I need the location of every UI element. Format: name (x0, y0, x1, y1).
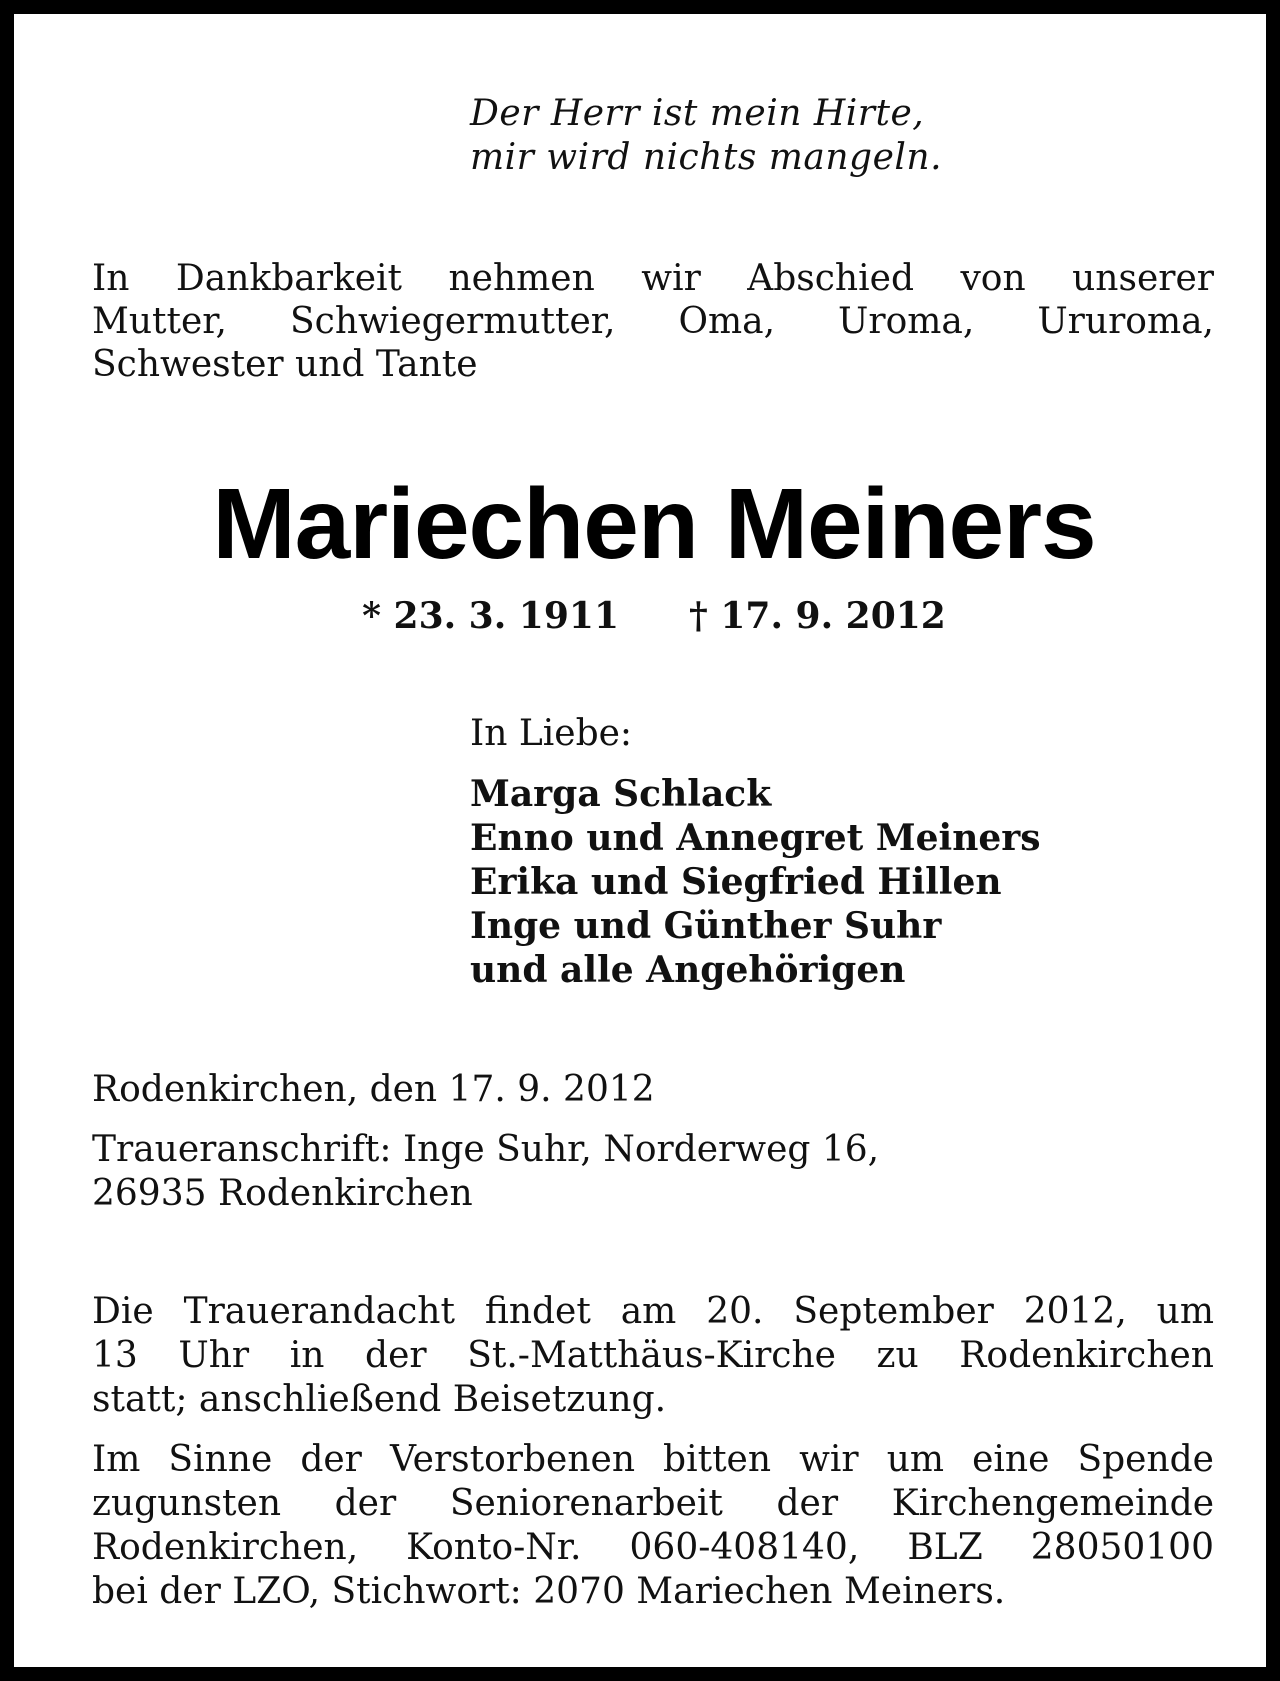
verse-line: Der Herr ist mein Hirte, (470, 93, 925, 134)
mourner-name: und alle Angehörigen (470, 949, 906, 991)
service-line: statt; anschließend Beisetzung. (92, 1379, 667, 1420)
address-line: Traueranschrift: Inge Suhr, Norderweg 16, (92, 1129, 880, 1170)
mourner-name: Marga Schlack (470, 773, 772, 815)
intro-text (92, 257, 1214, 386)
intro-line: Schwester und Tante (92, 344, 478, 385)
life-dates (14, 594, 1280, 638)
mourner-name: Erika und Siegfried Hillen (470, 861, 1002, 903)
mourners-list (470, 772, 1041, 992)
service-info (92, 1290, 1214, 1422)
donation-line: zugunsten der Seniorenarbeit der Kirchengemeinde (92, 1483, 1214, 1524)
intro-line: In Dankbarkeit nehmen wir Abschied von unserer (92, 258, 1214, 299)
place-date: Rodenkirchen, den 17. 9. 2012 (92, 1069, 655, 1110)
death-date: † 17. 9. 2012 (689, 595, 946, 637)
service-line: 13 Uhr in der St.-Matthäus-Kirche zu Rodenkirchen (92, 1335, 1214, 1376)
donation-info (92, 1438, 1214, 1614)
mourners-heading: In Liebe: (470, 713, 633, 754)
donation-line: Rodenkirchen, Konto-Nr. 060-408140, BLZ 28050100 (92, 1527, 1214, 1568)
service-line: Die Trauerandacht findet am 20. September 2012, um (92, 1291, 1214, 1332)
donation-line: Im Sinne der Verstorbenen bitten wir um eine Spende (92, 1439, 1214, 1480)
mourning-address (92, 1128, 879, 1216)
donation-line: bei der LZO, Stichwort: 2070 Mariechen Meiners. (92, 1571, 1006, 1612)
deceased-name: Mariechen Meiners (212, 468, 1096, 580)
birth-date: * 23. 3. 1911 (362, 595, 619, 637)
mourner-name: Inge und Günther Suhr (470, 905, 942, 947)
address-line: 26935 Rodenkirchen (92, 1173, 473, 1214)
verse-line: mir wird nichts mangeln. (470, 137, 943, 178)
mourner-name: Enno und Annegret Meiners (470, 817, 1041, 859)
bible-verse (470, 92, 942, 180)
intro-line: Mutter, Schwiegermutter, Oma, Uroma, Ururoma, (92, 301, 1214, 342)
